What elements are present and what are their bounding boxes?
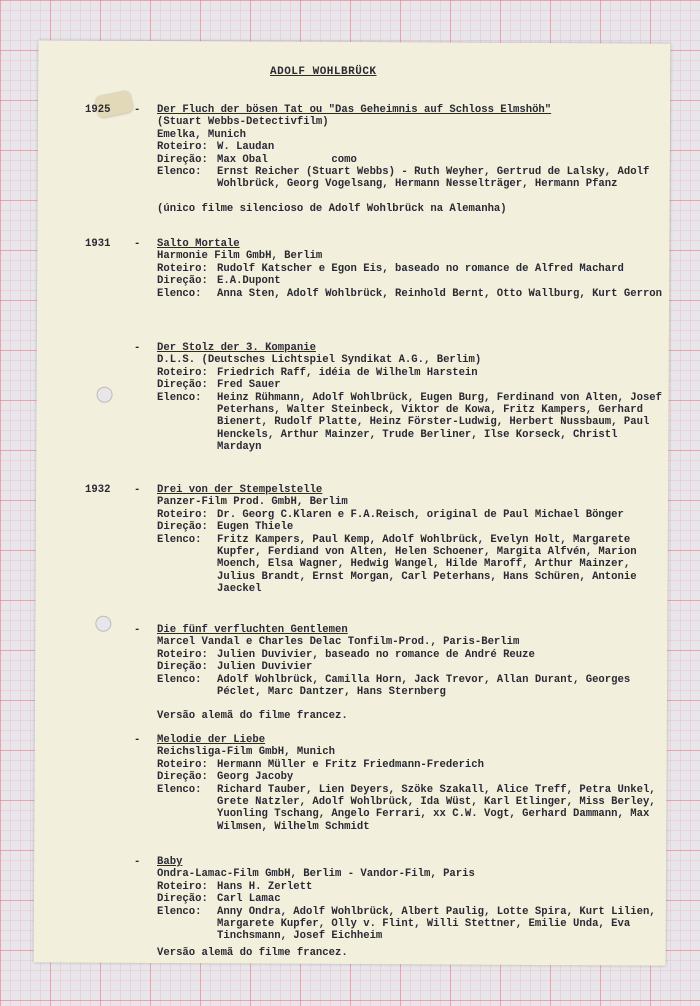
elenco-label: Elenco: [157,905,202,918]
direcao-value: E.A.Dupont [217,275,281,288]
elenco-value: Anny Ondra, Adolf Wohlbrück, Albert Paulig, Lotte Spira, Kurt Lilien, Margarete Kupfer, Olly v. Flint, Willi Stettner, Emilie Unda, Eva Tinchsmann, Josef Eichheim [217,905,656,943]
roteiro-label: Roteiro: [157,648,208,661]
entry-dash: - [134,484,141,496]
film-studio: Reichsliga-Film GmbH, Munich [157,746,336,759]
direcao-label: Direção: [157,275,208,288]
film-title: Baby [157,856,183,868]
elenco-label: Elenco: [157,673,202,686]
roteiro-value: Friedrich Raff, idéia de Wilhelm Harstein [217,366,478,379]
elenco-value: Richard Tauber, Lien Deyers, Szöke Szakall, Alice Treff, Petra Unkel, Grete Natzler, Adolf Wohlbrück, Ida Wüst, Karl Etlinger, Miss Berley, Yuonling Tschang, Angelo Ferrari, xx C.W. Vogt, Gerhard Dammann, Max Wilmsen, Wilhelm Schmidt [217,783,656,833]
elenco-label: Elenco: [157,533,202,546]
film-note: (único filme silencioso de Adolf Wohlbrück na Alemanha) [157,202,507,215]
entry-year: 1931 [85,238,111,250]
direcao-value: Georg Jacoby [217,771,294,784]
film-studio: Marcel Vandal e Charles Delac Tonfilm-Prod., Paris-Berlim [157,636,520,649]
direcao-label: Direção: [157,661,208,674]
direcao-value: Eugen Thiele [217,521,294,534]
elenco-value: Heinz Rühmann, Adolf Wohlbrück, Eugen Burg, Ferdinand von Alten, Josef Peterhans, Walter Steinbeck, Viktor de Kowa, Fritz Kampers, Gerhard Bienert, Rudolf Platte, Heinz Förster-Ludwig, Herbert Nussbaum, Paul Henckels, Arthur Mainzer, Trude Berliner, Ilse Korseck, Christl Mardayn [217,391,663,454]
roteiro-label: Roteiro: [157,262,208,275]
film-title: Der Fluch der bösen Tat ou "Das Geheimnis auf Schloss Elmshöh" [157,104,552,116]
roteiro-value: Dr. Georg C.Klaren e F.A.Reisch, original de Paul Michael Bönger [217,508,624,521]
film-title: Die fünf verfluchten Gentlemen [157,624,348,636]
elenco-value: Ernst Reicher (Stuart Webbs) - Ruth Weyher, Gertrud de Lalsky, Adolf Wohlbrück, Georg Vogelsang, Hermann Nesselträger, Hermann Pfanz [217,166,650,191]
entry-dash: - [134,238,141,250]
film-title: Salto Mortale [157,238,240,250]
elenco-value: Fritz Kampers, Paul Kemp, Adolf Wohlbrück, Evelyn Holt, Margarete Kupfer, Ferdiand von Alten, Helen Schoener, Margita Alfvén, Marion Moench, Elsa Wagner, Hedwig Wangel, Hilde Maroff, Arthur Mainzer, Julius Brandt, Ernst Morgan, Carl Peterhans, Hans Schüren, Antonie Jaeckel [217,533,637,596]
roteiro-label: Roteiro: [157,508,208,521]
direcao-label: Direção: [157,379,208,392]
film-subtitle: (Stuart Webbs-Detectivfilm) [157,116,329,129]
roteiro-value: Rudolf Katscher e Egon Eis, baseado no romance de Alfred Machard [217,262,624,275]
direcao-label: Direção: [157,771,208,784]
entry-dash: - [134,734,141,746]
film-studio: Emelka, Munich [157,128,247,141]
elenco-label: Elenco: [157,287,202,300]
film-note: Versão alemã do filme francez. [157,710,348,723]
direcao-label: Direção: [157,153,208,166]
elenco-label: Elenco: [157,783,202,796]
entry-dash: - [134,624,141,636]
roteiro-value: Hans H. Zerlett [217,880,313,893]
punch-hole [97,387,113,403]
film-studio: Panzer-Film Prod. GmbH, Berlim [157,496,348,509]
direcao-label: Direção: [157,893,208,906]
punch-hole [95,616,111,632]
entry-year: 1925 [85,104,111,116]
direcao-value: Fred Sauer [217,379,281,392]
film-studio: Harmonie Film GmbH, Berlim [157,250,323,263]
entry-dash: - [134,342,141,354]
elenco-value: Adolf Wohlbrück, Camilla Horn, Jack Trevor, Allan Durant, Georges Péclet, Marc Dantzer, Hans Sternberg [217,673,631,699]
film-title: Melodie der Liebe [157,734,266,746]
film-title: Der Stolz der 3. Kompanie [157,342,316,354]
elenco-label: Elenco: [157,391,202,404]
roteiro-value: W. Laudan [217,141,275,154]
direcao-value: Max Obal como [217,153,357,166]
direcao-value: Julien Duvivier [217,661,313,674]
entry-year: 1932 [85,484,111,496]
film-studio: Ondra-Lamac-Film GmbH, Berlim - Vandor-Film, Paris [157,868,475,881]
elenco-value: Anna Sten, Adolf Wohlbrück, Reinhold Bernt, Otto Wallburg, Kurt Gerron [217,287,663,300]
entry-dash: - [134,856,141,868]
roteiro-label: Roteiro: [157,758,208,771]
roteiro-label: Roteiro: [157,366,208,379]
roteiro-value: Hermann Müller e Fritz Friedmann-Frederich [217,758,485,771]
entry-dash: - [134,104,141,116]
film-title: Drei von der Stempelstelle [157,484,323,496]
elenco-label: Elenco: [157,166,202,179]
document-title: ADOLF WOHLBRÜCK [270,66,377,78]
roteiro-label: Roteiro: [157,141,208,154]
film-note: Versão alemã do filme francez. [157,946,348,959]
direcao-value: Carl Lamac [217,893,281,906]
direcao-label: Direção: [157,521,208,534]
roteiro-label: Roteiro: [157,880,208,893]
film-studio: D.L.S. (Deutsches Lichtspiel Syndikat A.G., Berlim) [157,354,482,367]
roteiro-value: Julien Duvivier, baseado no romance de André Reuze [217,648,535,661]
